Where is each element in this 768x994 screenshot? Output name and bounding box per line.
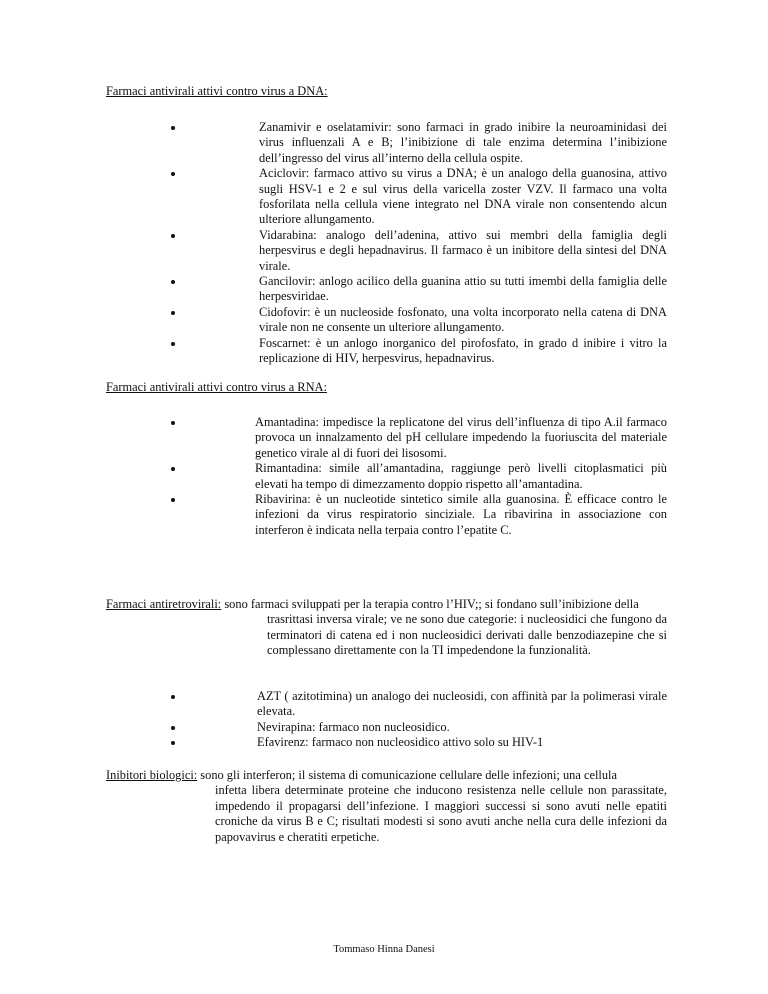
section-title-antiretroviral: Farmaci antiretrovirali: <box>106 597 222 611</box>
list-item: AZT ( azitotimina) un analogo dei nucleosidi, con affinità par la polimerasi virale elevata. <box>257 689 667 719</box>
list-item: Cidofovir: è un nucleoside fosfonato, una volta incorporato nella catena di DNA virale non ne consente un ulteriore allungamento. <box>259 304 667 335</box>
intro-continuation: infetta libera determinate proteine che inducono resistenza nelle cellule non parassitate, impedendo il propagarsi dell’infezione. I maggiori successi si sono avuti nelle epatiti croniche da virus B e C; risultati modesti si sono avuti anche nella cura delle infezioni da papovavirus e cheratiti erpetiche. <box>215 783 667 844</box>
list-item: Amantadina: impedisce la replicatone del virus dell’influenza di tipo A.il farmaco provoca un innalzamento del pH cellulare impedendo la fuoriuscita del materiale genetico virale al di fuori dei lisosomi. <box>255 415 667 460</box>
list-item: Efavirenz: farmaco non nucleosidico attivo solo su HIV-1 <box>257 735 667 750</box>
list-item: Gancilovir: anlogo acilico della guanina attio su tutti imembi della famiglia delle herpesviridae. <box>259 274 667 304</box>
intro-continuation: trasrittasi inversa virale; ve ne sono due categorie: i nucleosidici che fungono da terminatori di catena ed i non nucleosidici derivati dalle benzodiazepine che si complessano direttamente con la TI impedendone la funzionalità. <box>267 612 667 658</box>
list-item: Zanamivir e oselatamivir: sono farmaci in grado inibire la neuroaminidasi dei virus influenzali A e B; l’inibizione di tale enzima determina l’inibizione dell’ingresso del virus all’interno della cellula ospite. <box>259 120 667 165</box>
intro-first-line: sono farmaci sviluppati per la terapia contro l’HIV;; si fondano sull’inibizione della <box>221 597 639 611</box>
section-title-rna: Farmaci antivirali attivi contro virus a RNA: <box>106 380 327 394</box>
list-item: Aciclovir: farmaco attivo su virus a DNA; è un analogo della guanosina, attivo sugli HSV-1 e 2 e sul virus della varicella zoster VZV. Il farmaco una volta fosforilata nella cellula viene integrato nel DNA virale non consentendo alcun ulteriore allungamento. <box>259 166 667 227</box>
bullet-list-dna <box>0 120 667 367</box>
biological-inhibitors-intro <box>106 768 667 845</box>
bullet-list-rna <box>0 415 667 538</box>
antiretroviral-intro <box>106 597 667 659</box>
section-title-biological: Inibitori biologici: <box>106 768 198 782</box>
list-item: Vidarabina: analogo dell’adenina, attivo sui membri della famiglia degli herpesvirus e degli hepadnavirus. Il farmaco è un inibitore della sintesi del DNA virale. <box>259 227 667 273</box>
list-item: Rimantadina: simile all’amantadina, raggiunge però livelli citoplasmatici più elevati ha tempo di dimezzamento doppio rispetto all’amantadina. <box>255 461 667 491</box>
list-item: Foscarnet: è un anlogo inorganico del pirofosfato, in grado d inibire i vitro la replicazione di HIV, herpesvirus, hepadnavirus. <box>259 335 667 366</box>
list-item: Ribavirina: è un nucleotide sintetico simile alla guanosina. È efficace contro le infezioni da virus respiratorio sinciziale. La ribavirina in associazione con interferon è indicata nella terpaia contro l’epatite C. <box>255 492 667 537</box>
page-footer-author: Tommaso Hinna Danesi <box>333 944 435 955</box>
intro-first-line: sono gli interferon; il sistema di comunicazione cellulare delle infezioni; una cellula <box>197 768 617 782</box>
bullet-list-antiretroviral <box>0 689 667 751</box>
section-title-dna: Farmaci antivirali attivi contro virus a DNA: <box>106 84 328 98</box>
list-item: Nevirapina: farmaco non nucleosidico. <box>257 720 667 735</box>
